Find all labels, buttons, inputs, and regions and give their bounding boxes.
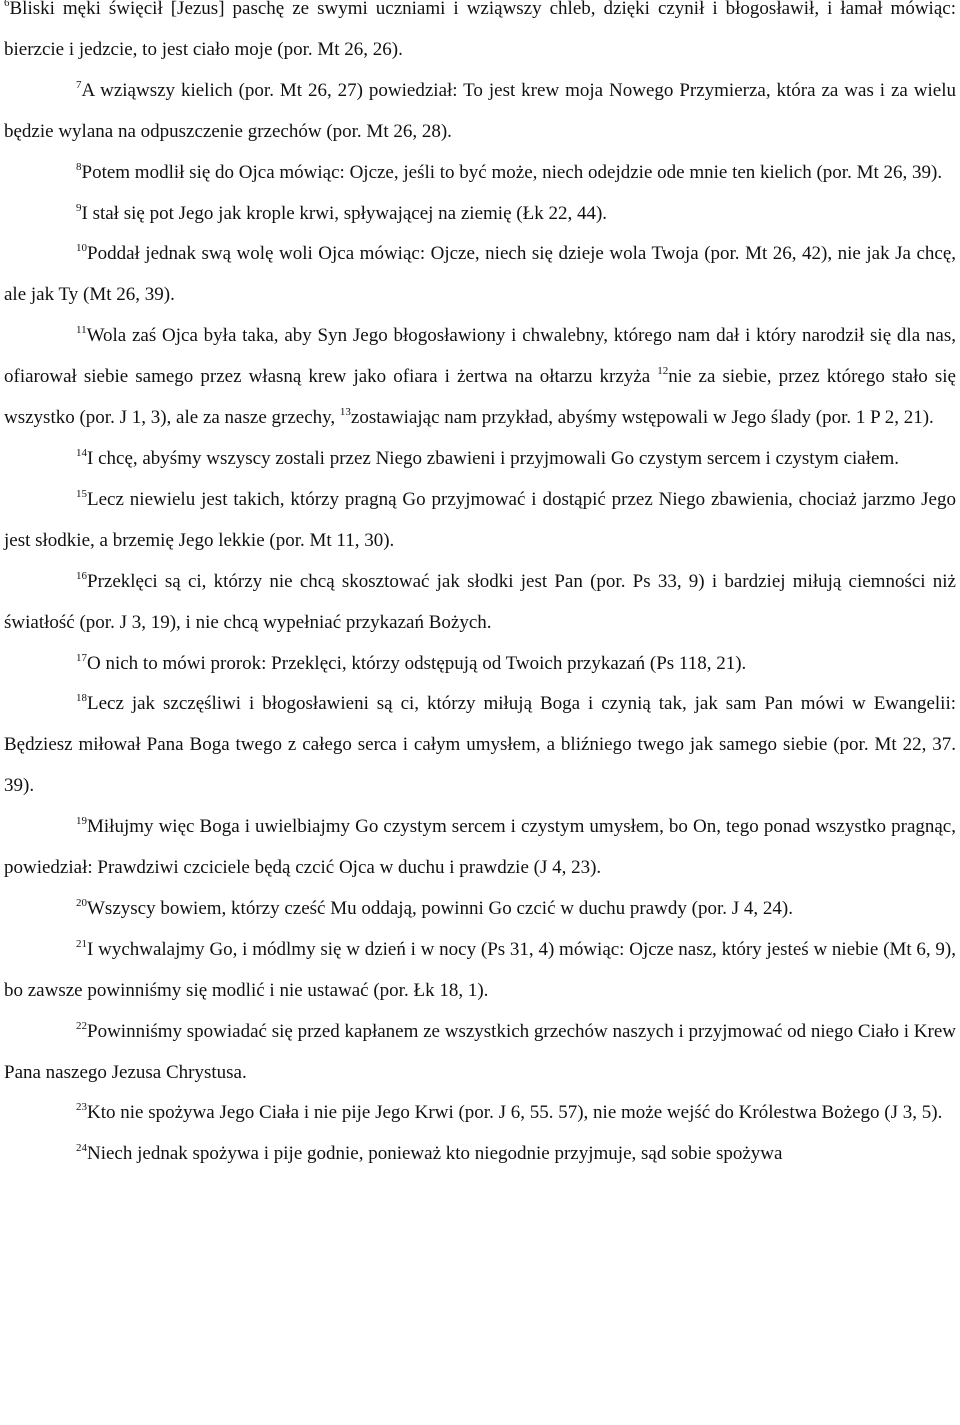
verse-text: I stał się pot Jego jak krople krwi, spływającej na ziemię (Łk 22, 44). xyxy=(81,202,608,224)
verse-text: Wszyscy bowiem, którzy cześć Mu oddają, powinni Go czcić w duchu prawdy (por. J 4, 24). xyxy=(87,897,793,919)
verse-8 xyxy=(4,153,956,194)
verse-number: 12 xyxy=(657,365,669,378)
verse-text: Potem modlił się do Ojca mówiąc: Ojcze, jeśli to być może, niech odejdzie ode mnie ten kielich (por. Mt 26, 39). xyxy=(81,161,943,183)
verse-number: 19 xyxy=(76,815,87,828)
verse-text: Miłujmy więc Boga i uwielbiajmy Go czystym sercem i czystym umysłem, bo On, tego ponad wszystko pragnąc, powiedział: Prawdziwi czciciele będą czcić Ojca w duchu i prawdzie (J 4, 23). xyxy=(4,816,956,879)
verse-number: 8 xyxy=(76,160,82,173)
verse-text: Przeklęci są ci, którzy nie chcą skosztować jak słodki jest Pan (por. Ps 33, 9) i bardziej miłują ciemności niż światłość (por. J 3, 19), i nie chcą wypełniać przykazań Bożych. xyxy=(4,570,956,633)
verse-23 xyxy=(4,1093,956,1134)
verse-number: 16 xyxy=(76,569,87,582)
verse-number: 23 xyxy=(76,1101,87,1114)
verse-6 xyxy=(4,0,956,71)
verse-text: Poddał jednak swą wolę woli Ojca mówiąc: Ojcze, niech się dzieje wola Twoja (por. Mt 26, 42), nie jak Ja chcę, ale jak Ty (Mt 26, 39). xyxy=(4,243,956,306)
document-page xyxy=(4,0,956,1175)
verse-number: 14 xyxy=(76,446,87,459)
verse-text: zostawiając nam przykład, abyśmy wstępowali w Jego ślady (por. 1 P 2, 21). xyxy=(350,407,934,429)
verse-number: 24 xyxy=(76,1142,87,1155)
verse-number: 17 xyxy=(76,651,87,664)
verse-16 xyxy=(4,562,956,644)
verse-text: nie za siebie, przez którego stało się wszystko (por. J 1, 3), ale za nasze grzechy, xyxy=(4,366,956,429)
verse-number: 15 xyxy=(76,487,87,500)
verse-number: 20 xyxy=(76,896,87,909)
verse-number: 13 xyxy=(339,406,351,419)
verse-text: Kto nie spożywa Jego Ciała i nie pije Jego Krwi (por. J 6, 55. 57), nie może wejść do Królestwa Bożego (J 3, 5). xyxy=(87,1102,943,1124)
verse-number: 11 xyxy=(76,324,87,337)
verse-number: 22 xyxy=(76,1019,87,1032)
verse-text: Wola zaś Ojca była taka, aby Syn Jego błogosławiony i chwalebny, którego nam dał i który narodził się dla nas, ofiarował siebie samego przez własną krew jako ofiara i żertwa na ołtarzu krzyża xyxy=(4,325,956,388)
verse-14 xyxy=(4,439,956,480)
verse-text: Niech jednak spożywa i pije godnie, ponieważ kto niegodnie przyjmuje, sąd sobie spożywa xyxy=(87,1143,783,1165)
verse-15 xyxy=(4,480,956,562)
verse-text: Lecz jak szczęśliwi i błogosławieni są ci, którzy miłują Boga i czynią tak, jak sam Pan mówi w Ewangelii: Będziesz miłował Pana Boga twego z całego serca i całym umysłem, a bliźniego twego jak samego siebie (por. Mt 22, 37. 39). xyxy=(4,693,956,797)
verse-19 xyxy=(4,807,956,889)
verse-number: 7 xyxy=(76,78,82,91)
verse-number: 18 xyxy=(76,692,87,705)
verse-9 xyxy=(4,194,956,235)
verse-20 xyxy=(4,889,956,930)
verse-24 xyxy=(4,1134,956,1175)
verse-text: Bliski męki święcił [Jezus] paschę ze swymi uczniami i wziąwszy chleb, dzięki czynił i błogosławił, i łamał mówiąc: bierzcie i jedzcie, to jest ciało moje (por. Mt 26, 26). xyxy=(4,0,956,60)
verse-text: I wychwalajmy Go, i módlmy się w dzień i w nocy (Ps 31, 4) mówiąc: Ojcze nasz, który jesteś w niebie (Mt 6, 9), bo zawsze powinniśmy się modlić i nie ustawać (por. Łk 18, 1). xyxy=(4,938,956,1001)
verse-17 xyxy=(4,644,956,685)
verse-7 xyxy=(4,71,956,153)
verse-text: Powinniśmy spowiadać się przed kapłanem ze wszystkich grzechów naszych i przyjmować od niego Ciało i Krew Pana naszego Jezusa Chrystusa. xyxy=(4,1020,956,1083)
verse-number: 21 xyxy=(76,937,87,950)
verse-21 xyxy=(4,930,956,1012)
verse-text: Lecz niewielu jest takich, którzy pragną Go przyjmować i dostąpić przez Niego zbawienia, chociaż jarzmo Jego jest słodkie, a brzemię Jego lekkie (por. Mt 11, 30). xyxy=(4,488,956,551)
verse-number: 9 xyxy=(76,201,82,214)
verse-text: I chcę, abyśmy wszyscy zostali przez Niego zbawieni i przyjmowali Go czystym sercem i czystym ciałem. xyxy=(87,447,899,469)
verse-22 xyxy=(4,1012,956,1094)
verse-text: O nich to mówi prorok: Przeklęci, którzy odstępują od Twoich przykazań (Ps 118, 21). xyxy=(87,652,747,674)
verse-18 xyxy=(4,684,956,807)
verse-number: 6 xyxy=(4,0,10,9)
verse-10 xyxy=(4,234,956,316)
verse-number: 10 xyxy=(76,242,87,255)
verse-text: A wziąwszy kielich (por. Mt 26, 27) powiedział: To jest krew moja Nowego Przymierza, która za was i za wielu będzie wylana na odpuszczenie grzechów (por. Mt 26, 28). xyxy=(4,79,956,142)
verse-11-13 xyxy=(4,316,956,439)
